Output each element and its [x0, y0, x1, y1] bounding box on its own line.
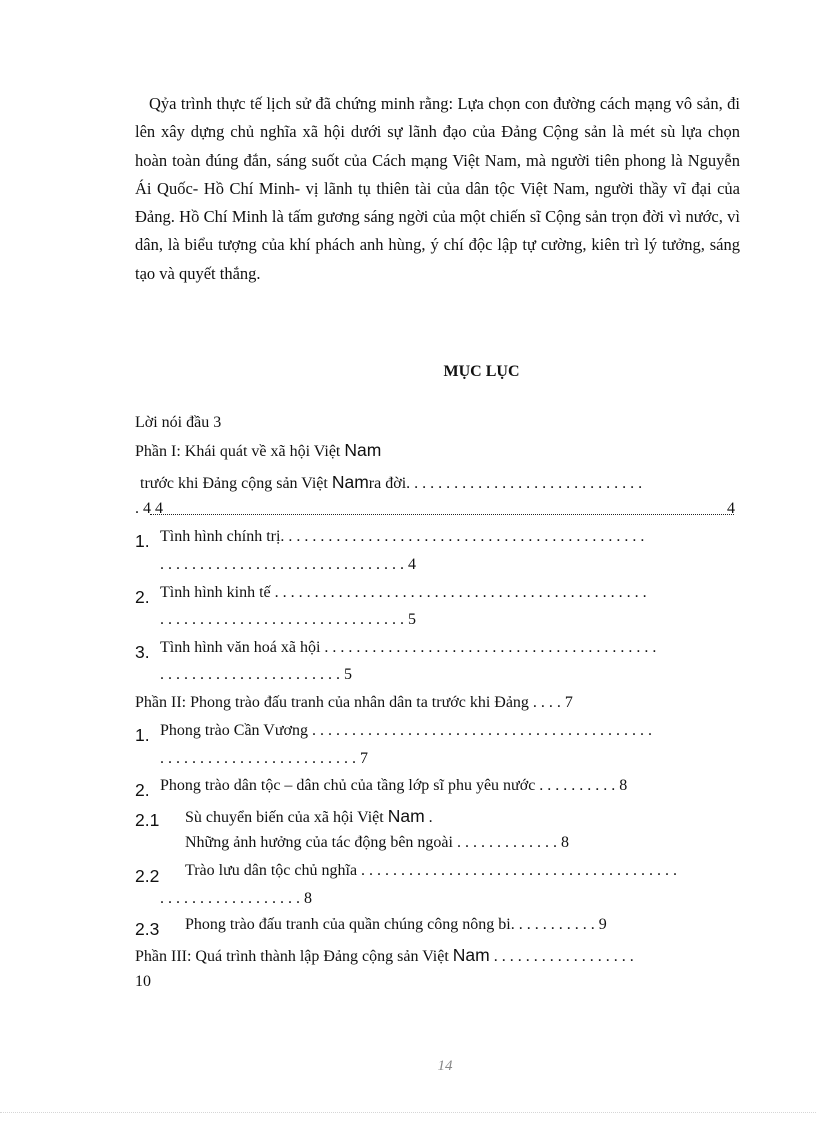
page-number: 14: [437, 1058, 453, 1074]
toc-preface[interactable]: Lời nói đầu 3: [135, 414, 222, 431]
dotted-leader-rule: [150, 514, 734, 515]
toc-item-culture[interactable]: 3. Tình hình văn hoá xã hội . . . . . . . . . . . . . . . . . . . . . . . . . . . . . . . . . . . . . . . . . . . . . . . . . . . . . . . . . . . . . . . . . 5: [135, 639, 657, 683]
nam-word: Nam: [452, 945, 490, 965]
toc-part2[interactable]: Phần II: Phong trào đấu tranh của nhân dân ta trước khi Đảng . . . . 7: [135, 694, 573, 711]
toc-part1-line2[interactable]: trước khi Đảng cộng sản Việt Namra đời. . . . . . . . . . . . . . . . . . . . . . . . . . . . . .: [140, 472, 643, 492]
toc-title: MỤC LỤC: [443, 363, 520, 380]
toc-part3-page: 10: [135, 973, 151, 990]
nam-word: Nam: [387, 806, 425, 826]
toc-part1-line3-left: . 4 4: [135, 500, 163, 517]
toc-item-2-2[interactable]: 2.2 Trào lưu dân tộc chủ nghĩa . . . . . . . . . . . . . . . . . . . . . . . . . . . . . . . . . . . . . . . . . . . . . . . . . . . . . . . . . . 8: [135, 862, 678, 907]
nam-word: Nam: [331, 472, 369, 492]
toc-item-2-1[interactable]: 2.1 Sù chuyển biến của xã hội Việt Nam . Những ảnh hưởng của tác động bên ngoài . . . . . . . . . . . . . 8: [135, 806, 569, 851]
page-bottom-border: [0, 1112, 816, 1113]
nam-word: Nam: [344, 440, 382, 460]
toc-item-economy[interactable]: 2. Tình hình kinh tế . . . . . . . . . . . . . . . . . . . . . . . . . . . . . . . . . . . . . . . . . . . . . . . . . . . . . . . . . . . . . . . . . . . . . . . . . . . . . . 5: [135, 584, 647, 628]
toc-item-can-vuong[interactable]: 1. Phong trào Cần Vương . . . . . . . . . . . . . . . . . . . . . . . . . . . . . . . . . . . . . . . . . . . . . . . . . . . . . . . . . . . . . . . . . . . . 7: [135, 722, 652, 767]
toc-item-politics[interactable]: 1. Tình hình chính trị. . . . . . . . . . . . . . . . . . . . . . . . . . . . . . . . . . . . . . . . . . . . . . . . . . . . . . . . . . . . . . . . . . . . . . . . . . . . . 4: [135, 528, 645, 573]
toc-part1-line3-right: 4: [727, 500, 735, 517]
toc-part3[interactable]: Phần III: Quá trình thành lập Đảng cộng sản Việt Nam . . . . . . . . . . . . . . . . . .: [135, 945, 634, 965]
toc-part1[interactable]: Phần I: Khái quát về xã hội Việt Nam: [135, 440, 382, 460]
intro-paragraph: Qỷa trình thực tế lịch sử đã chứng minh rằng: Lựa chọn con đường cách mạng vô sản, đi lên xây dựng chủ nghĩa xã hội dưới sự lãnh đạo của Đảng Cộng sản là mét sù lựa chọn hoàn toàn đúng đắn, sáng suốt của Cách mạng Việt Nam, mà người tiên phong là Nguyễn Ái Quốc- Hồ Chí Minh- vị lãnh tụ thiên tài của dân tộc Việt Nam, người thầy vĩ đại của Đảng. Hồ Chí Minh là tấm gương sáng ngời của một chiến sĩ Cộng sản trọn đời vì nước, vì dân, là biểu tượng của khí phách anh hùng, ý chí độc lập tự cường, kiên trì lý tưởng, sáng tạo và quyết thắng.: [135, 94, 740, 283]
